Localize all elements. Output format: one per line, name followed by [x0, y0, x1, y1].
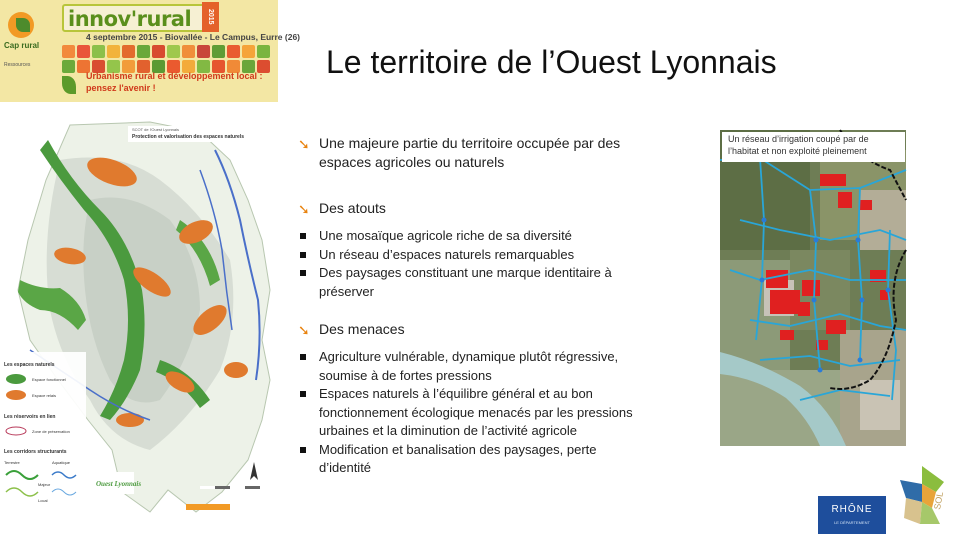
leaf-icon [62, 76, 76, 94]
menaces-heading [298, 320, 638, 339]
bullet-icon [300, 391, 306, 397]
legend-item: Zone de préservation [32, 429, 70, 434]
rhone-logo-sub: LE DÉPARTEMENT [834, 520, 870, 525]
tree-icon [257, 45, 270, 58]
hand-icon [182, 45, 195, 58]
house-icon [197, 45, 210, 58]
bullet-icon [300, 252, 306, 258]
scot-map [0, 120, 280, 540]
atouts-list [298, 227, 638, 301]
legend-item: Les réservoirs en lien [4, 414, 56, 420]
atouts-title: Des atouts [319, 200, 386, 216]
menaces-list [298, 348, 638, 478]
irrigation-map [720, 130, 906, 446]
slide-title: Le territoire de l’Ouest Lyonnais [326, 44, 777, 80]
bullet-icon [300, 270, 306, 276]
house-icon [242, 45, 255, 58]
house-icon [107, 45, 120, 58]
legend-item: Local [38, 498, 48, 503]
rhone-logo-name: RHÔNE [831, 504, 873, 515]
list-item: Un réseau d’espaces naturels remarquables [298, 246, 638, 265]
slide-content [298, 134, 638, 478]
list-item: Agriculture vulnérable, dynamique plutôt régressive, soumise à de fortes pressions [298, 348, 638, 385]
sol-logo [896, 462, 948, 534]
list-item: Espaces naturels à l’équilibre général et au bon fonctionnement écologique menacés par les pressions urbaines et la diminution de l’activité agricole [298, 385, 638, 441]
banner-tagline [86, 70, 263, 94]
hand-icon [227, 45, 240, 58]
list-item: Modification et banalisation des paysages, perte d’identité [298, 441, 638, 478]
arrow-down-right-icon: ➘ [298, 136, 310, 152]
banner-badge: 2015 [202, 2, 219, 32]
hand-icon [122, 45, 135, 58]
arrow-down-right-icon: ➘ [298, 322, 310, 338]
cap-rural-logo [4, 12, 42, 76]
irrigation-map-drawing [720, 130, 906, 446]
logo-name: Cap rural [4, 41, 40, 50]
rhone-logo [818, 496, 886, 534]
event-banner [0, 0, 301, 102]
banner-icon-strip [62, 45, 276, 65]
legend-item: Les espaces naturels [4, 362, 55, 368]
atouts-heading [298, 199, 638, 218]
legend-item: Les corridors structurants [4, 449, 67, 455]
house-icon [62, 45, 75, 58]
menaces-title: Des menaces [319, 321, 405, 337]
bullet-icon [300, 233, 306, 239]
intro-section [298, 134, 638, 172]
logo-sub: Ressources [4, 62, 31, 68]
leaf-icon [62, 60, 75, 73]
leaf-icon [16, 18, 30, 32]
map-footer-logo: Ouest Lyonnais [96, 480, 142, 488]
tree-icon [167, 45, 180, 58]
arrow-down-right-icon: ➘ [298, 201, 310, 217]
scot-map-drawing [0, 120, 280, 540]
list-item: Des paysages constituant une marque identitaire à préserver [298, 264, 638, 301]
irrigation-map-caption: Un réseau d’irrigation coupé par de l’habitat et non exploité pleinement [722, 132, 905, 162]
sol-logo-drawing [896, 462, 948, 534]
sol-logo-text: SOL [932, 490, 946, 511]
list-item: Une mosaïque agricole riche de sa diversité [298, 227, 638, 246]
intro-text: Une majeure partie du territoire occupée par des espaces agricoles ou naturels [319, 135, 621, 170]
banner-date: 4 septembre 2015 - Biovallée - Le Campus, Eurre (26) [86, 32, 301, 42]
bullet-icon [300, 354, 306, 360]
leaf-icon [137, 45, 150, 58]
banner-title: innov'rural [68, 7, 192, 31]
legend-item: Espace fonctionnel [32, 377, 66, 382]
tree-icon [92, 45, 105, 58]
tagline-line-1: Urbanisme rural et développement local : [86, 71, 263, 81]
tagline-line-2: pensez l'avenir ! [86, 83, 156, 93]
legend-item: Espace relais [32, 393, 57, 398]
legend-item: Terrestre [4, 460, 20, 465]
bullet-icon [300, 447, 306, 453]
legend-item: Aquatique [52, 460, 71, 465]
banner-title-box [62, 4, 214, 32]
leaf-icon [212, 45, 225, 58]
hand-icon [77, 45, 90, 58]
legend-item: Majeur [38, 482, 51, 487]
house-icon [152, 45, 165, 58]
map-header-2: Protection et valorisation des espaces naturels [132, 134, 244, 140]
map-header-1: SCOT de l'Ouest Lyonnais [132, 127, 180, 132]
